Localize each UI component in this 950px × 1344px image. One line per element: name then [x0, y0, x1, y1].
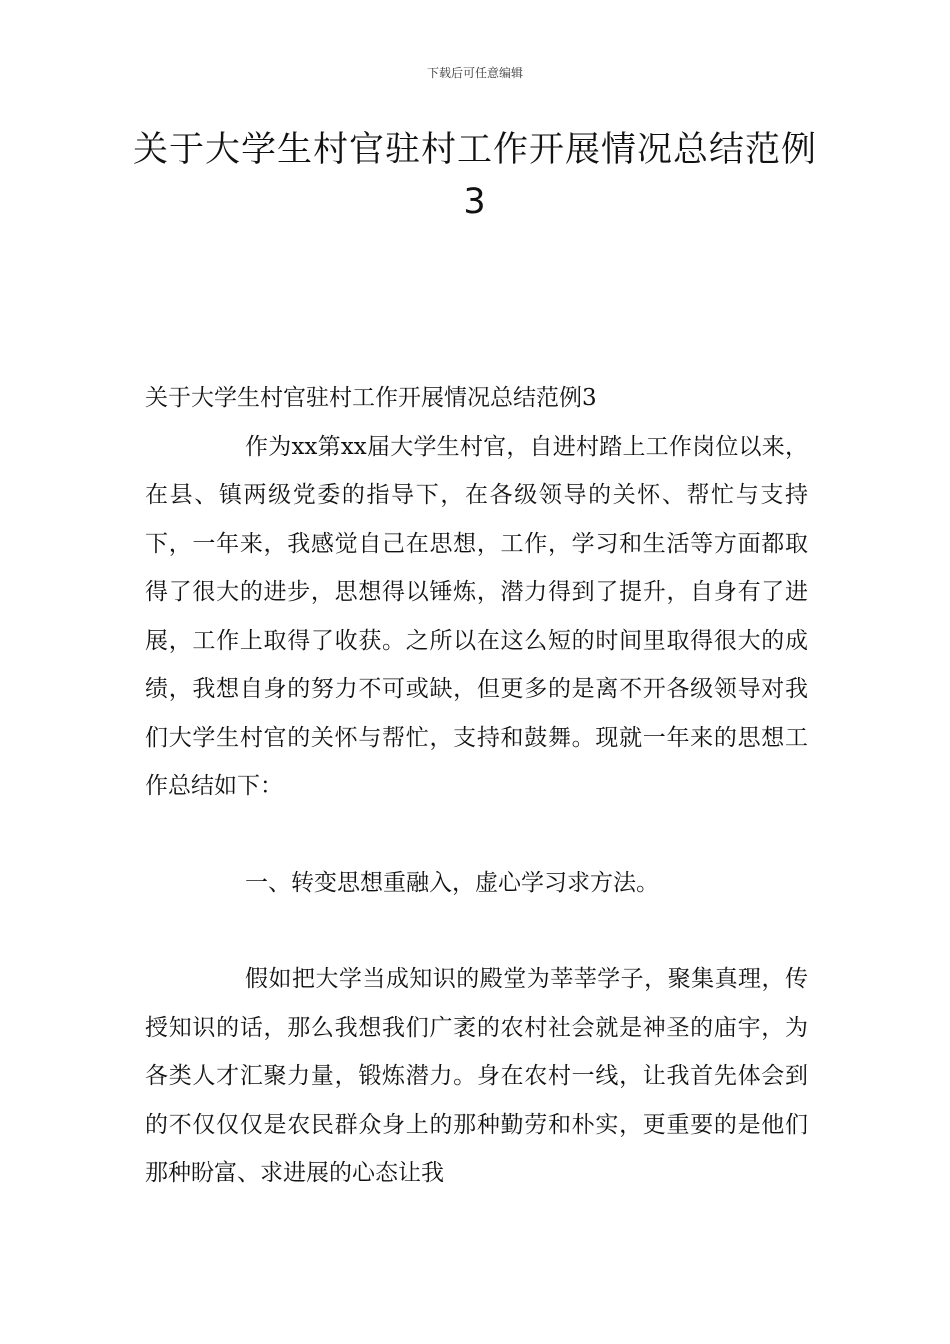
document-title: 关于大学生村官驻村工作开展情况总结范例3 [132, 130, 817, 222]
document-subtitle-line: 关于大学生村官驻村工作开展情况总结范例3 [145, 385, 597, 411]
section-heading-1: 一、转变思想重融入，虚心学习求方法。 [245, 869, 659, 896]
document-body [145, 374, 808, 1198]
paragraph-intro: 作为xx第xx届大学生村官，自进村踏上工作岗位以来，在县、镇两级党委的指导下，在各级领导的关怀、帮忙与支持下，一年来，我感觉自己在思想，工作，学习和生活等方面都取得了很大的进步，思想得以锤炼，潜力得到了提升，自身有了进展，工作上取得了收获。之所以在这么短的时间里取得很大的成绩，我想自身的努力不可或缺，但更多的是离不开各级领导对我们大学生村官的关怀与帮忙，支持和鼓舞。现就一年来的思想工作总结如下： [145, 433, 808, 799]
header-note: 下载后可任意编辑 [426, 66, 523, 80]
paragraph-section-1: 假如把大学当成知识的殿堂为莘莘学子，聚集真理，传授知识的话，那么我想我们广袤的农村社会就是神圣的庙宇，为各类人才汇聚力量，锻炼潜力。身在农村一线，让我首先体会到的不仅仅仅是农民群众身上的那种勤劳和朴实，更重要的是他们那种盼富、求进展的心态让我 [145, 966, 808, 1186]
